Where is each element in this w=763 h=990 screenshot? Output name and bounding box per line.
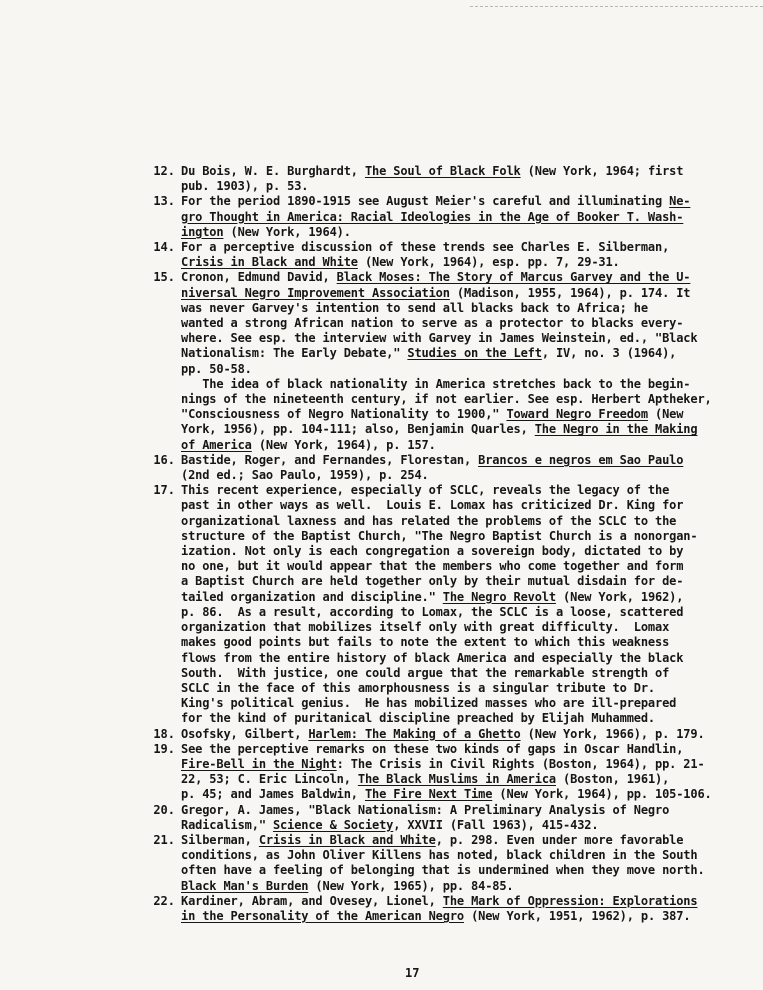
underlined-title: The Fire Next Time: [364, 787, 493, 802]
underlined-title: Black Moses: The Story of Marcus Garvey and the U-: [336, 270, 691, 285]
underlined-title: gro Thought in America: Racial Ideologies in the Age of Booker T. Wash-: [181, 209, 684, 224]
footnote: [125, 453, 725, 483]
text-segment: 22, 53; C. Eric Lincoln,: [181, 772, 358, 787]
footnote-number: 22.: [153, 893, 175, 908]
text-segment: This recent experience, especially of SCLC, reveals the legacy of the: [181, 483, 670, 498]
text-segment: Cronon, Edmund David,: [181, 270, 337, 285]
text-segment: For the period 1890-1915 see August Meier's careful and illuminating: [181, 194, 670, 209]
footnote-number: 12.: [153, 164, 175, 178]
underlined-title: The Negro in the Making: [534, 422, 698, 437]
text-segment: pp. 50-58.: [181, 361, 252, 376]
underlined-title: Harlem: The Making of a Ghetto: [308, 726, 521, 741]
text-segment: , p. 298. Even under more favorable: [435, 832, 684, 847]
footnote-number: 21.: [153, 832, 175, 847]
underlined-title: of America: [181, 437, 252, 452]
footnote-number: 19.: [153, 741, 175, 756]
text-segment: "Consciousness of Negro Nationality to 1900,": [181, 407, 507, 422]
footnote-number: 17.: [153, 483, 175, 498]
underlined-title: Toward Negro Freedom: [506, 407, 648, 422]
footnote-line: [181, 635, 725, 650]
footnote-line: [181, 255, 725, 270]
underlined-title: in the Personality of the American Negro: [181, 908, 464, 923]
text-segment: nings of the nineteenth century, if not earlier. See esp. Herbert Aptheker,: [181, 392, 712, 407]
footnotes-list: [125, 164, 725, 924]
footnote-line: [181, 863, 725, 878]
footnote: [125, 727, 725, 742]
footnote-line: [181, 392, 725, 407]
footnote-line: [181, 240, 725, 255]
footnote-line: [181, 483, 725, 498]
footnote: [125, 803, 725, 833]
text-segment: (New York, 1964), pp. 105-106.: [492, 787, 712, 802]
footnote-line: [181, 574, 725, 589]
text-segment: p. 45; and James Baldwin,: [181, 787, 365, 802]
footnote-line: [181, 742, 725, 757]
text-segment: Silberman,: [181, 832, 259, 847]
footnote-line: [181, 529, 725, 544]
text-segment: Bastide, Roger, and Fernandes, Florestan,: [181, 452, 479, 467]
text-segment: structure of the Baptist Church, "The Negro Baptist Church is a nonorgan-: [181, 528, 698, 543]
text-segment: where. See esp. the interview with Garvey in James Weinstein, ed., "Black: [181, 331, 698, 346]
text-segment: for the kind of puritanical discipline preached by Elijah Muhammed.: [181, 711, 655, 726]
text-segment: (New York, 1965), pp. 84-85.: [308, 878, 514, 893]
footnote-line: [181, 179, 725, 194]
footnote-line: [181, 194, 725, 209]
text-segment: (Boston, 1961),: [555, 772, 670, 787]
text-segment: wanted a strong African nation to serve as a protector to blacks every-: [181, 316, 684, 331]
text-segment: (New York, 1951, 1962), p. 387.: [464, 908, 691, 923]
footnote-line: [181, 498, 725, 513]
footnote-line: [181, 711, 725, 726]
footnote: [125, 894, 725, 924]
footnote-number: 13.: [153, 194, 175, 209]
footnote-line: [181, 894, 725, 909]
footnote-number: 20.: [153, 802, 175, 817]
footnote-line: [181, 772, 725, 787]
footnote-line: [181, 346, 725, 361]
footnote-line: [181, 879, 725, 894]
text-segment: (New York, 1962),: [555, 589, 684, 604]
text-segment: The idea of black nationality in America stretches back to the begin-: [181, 376, 691, 391]
footnote-line: [181, 331, 725, 346]
text-segment: York, 1956), pp. 104-111; also, Benjamin Quarles,: [181, 422, 535, 437]
text-segment: flows from the entire history of black America and especially the black: [181, 650, 684, 665]
footnote-line: [181, 453, 725, 468]
footnote-line: [181, 377, 725, 392]
text-segment: often have a feeling of belonging that is undermined when they move north.: [181, 863, 705, 878]
text-segment: conditions, as John Oliver Killens has noted, black children in the South: [181, 848, 698, 863]
footnote: [125, 742, 725, 803]
footnote-number: 15.: [153, 270, 175, 285]
text-segment: organizational laxness and has related the problems of the SCLC to the: [181, 513, 677, 528]
text-segment: organization that mobilizes itself only with great difficulty. Lomax: [181, 620, 670, 635]
text-segment: makes good points but fails to note the extent to which this weakness: [181, 635, 670, 650]
scan-edge-line: [470, 0, 763, 7]
footnote: [125, 194, 725, 240]
text-segment: King's political genius. He has mobilized masses who are ill-prepared: [181, 696, 677, 711]
underlined-title: Science & Society: [272, 817, 394, 832]
underlined-title: Studies on the Left: [407, 346, 542, 361]
footnote-line: [181, 909, 725, 924]
footnote: [125, 483, 725, 726]
footnote-line: [181, 803, 725, 818]
footnote-number: 16.: [153, 452, 175, 467]
footnote-line: [181, 514, 725, 529]
footnote-line: [181, 210, 725, 225]
text-segment: (New York, 1964).: [223, 224, 351, 239]
footnote-line: [181, 316, 725, 331]
footnote: [125, 270, 725, 452]
footnote-line: [181, 362, 725, 377]
text-segment: (2nd ed.; Sao Paulo, 1959), p. 254.: [181, 468, 429, 483]
footnote-line: [181, 590, 725, 605]
text-segment: was never Garvey's intention to send all blacks back to Africa; he: [181, 300, 648, 315]
underlined-title: Crisis in Black and White: [181, 255, 358, 270]
text-segment: (New York, 1966), p. 179.: [520, 726, 705, 741]
text-segment: Radicalism,": [181, 817, 273, 832]
footnote-line: [181, 757, 725, 772]
text-segment: (Madison, 1955, 1964), p. 174. It: [449, 285, 691, 300]
underlined-title: The Negro Revolt: [442, 589, 556, 604]
footnote-line: [181, 818, 725, 833]
text-segment: past in other ways as well. Louis E. Lomax has criticized Dr. King for: [181, 498, 684, 513]
text-segment: a Baptist Church are held together only by their mutual disdain for de-: [181, 574, 684, 589]
text-segment: Osofsky, Gilbert,: [181, 726, 309, 741]
text-segment: pub. 1903), p. 53.: [181, 179, 309, 194]
footnote: [125, 164, 725, 194]
text-segment: Gregor, A. James, "Black Nationalism: A Preliminary Analysis of Negro: [181, 802, 670, 817]
footnote-number: 18.: [153, 726, 175, 741]
footnote-line: [181, 848, 725, 863]
footnote-line: [181, 681, 725, 696]
footnote: [125, 833, 725, 894]
footnote-line: [181, 696, 725, 711]
underlined-title: The Soul of Black Folk: [364, 164, 521, 178]
footnote-line: [181, 422, 725, 437]
page-number: 17: [405, 966, 420, 980]
text-segment: ization. Not only is each congregation a sovereign body, dictated to by: [181, 544, 684, 559]
underlined-title: Black Man's Burden: [181, 878, 309, 893]
footnote-line: [181, 605, 725, 620]
footnote-line: [181, 833, 725, 848]
text-segment: Kardiner, Abram, and Ovesey, Lionel,: [181, 893, 443, 908]
footnote-line: [181, 225, 725, 240]
text-segment: , IV, no. 3 (1964),: [541, 346, 677, 361]
footnote-line: [181, 468, 725, 483]
footnote-line: [181, 164, 725, 179]
underlined-title: Crisis in Black and White: [258, 832, 436, 847]
footnote-line: [181, 787, 725, 802]
text-segment: Nationalism: The Early Debate,": [181, 346, 408, 361]
footnote-line: [181, 407, 725, 422]
text-segment: South. With justice, one could argue that the remarkable strength of: [181, 665, 670, 680]
text-segment: For a perceptive discussion of these trends see Charles E. Silberman,: [181, 240, 670, 255]
footnote-line: [181, 544, 725, 559]
underlined-title: niversal Negro Improvement Association: [181, 285, 450, 300]
text-segment: , XXVII (Fall 1963), 415-432.: [393, 817, 599, 832]
footnote-line: [181, 301, 725, 316]
underlined-title: Fire-Bell in the Night: [181, 756, 337, 771]
footnote-number: 14.: [153, 240, 175, 255]
text-segment: (New York, 1964), esp. pp. 7, 29-31.: [357, 255, 620, 270]
text-segment: SCLC in the face of this amorphousness is a singular tribute to Dr.: [181, 680, 655, 695]
footnote-line: [181, 438, 725, 453]
text-segment: no one, but it would appear that the members who come together and form: [181, 559, 684, 574]
underlined-title: The Black Muslims in America: [357, 772, 556, 787]
underlined-title: Ne-: [669, 194, 691, 209]
text-segment: (New York, 1964), p. 157.: [251, 437, 436, 452]
text-segment: Du Bois, W. E. Burghardt,: [181, 164, 365, 178]
footnote-line: [181, 559, 725, 574]
text-segment: (New: [647, 407, 684, 422]
footnote: [125, 240, 725, 270]
underlined-title: Brancos e negros em Sao Paulo: [478, 452, 684, 467]
footnote-line: [181, 286, 725, 301]
text-segment: (New York, 1964; first: [520, 164, 684, 178]
text-segment: p. 86. As a result, according to Lomax, the SCLC is a loose, scattered: [181, 604, 684, 619]
footnote-line: [181, 727, 725, 742]
footnote-line: [181, 666, 725, 681]
text-segment: tailed organization and discipline.": [181, 589, 443, 604]
footnote-line: [181, 651, 725, 666]
footnote-line: [181, 620, 725, 635]
underlined-title: The Mark of Oppression: Explorations: [442, 893, 698, 908]
footnote-line: [181, 270, 725, 285]
text-segment: See the perceptive remarks on these two kinds of gaps in Oscar Handlin,: [181, 741, 684, 756]
underlined-title: ington: [181, 224, 224, 239]
text-segment: : The Crisis in Civil Rights (Boston, 1964), pp. 21-: [336, 756, 705, 771]
